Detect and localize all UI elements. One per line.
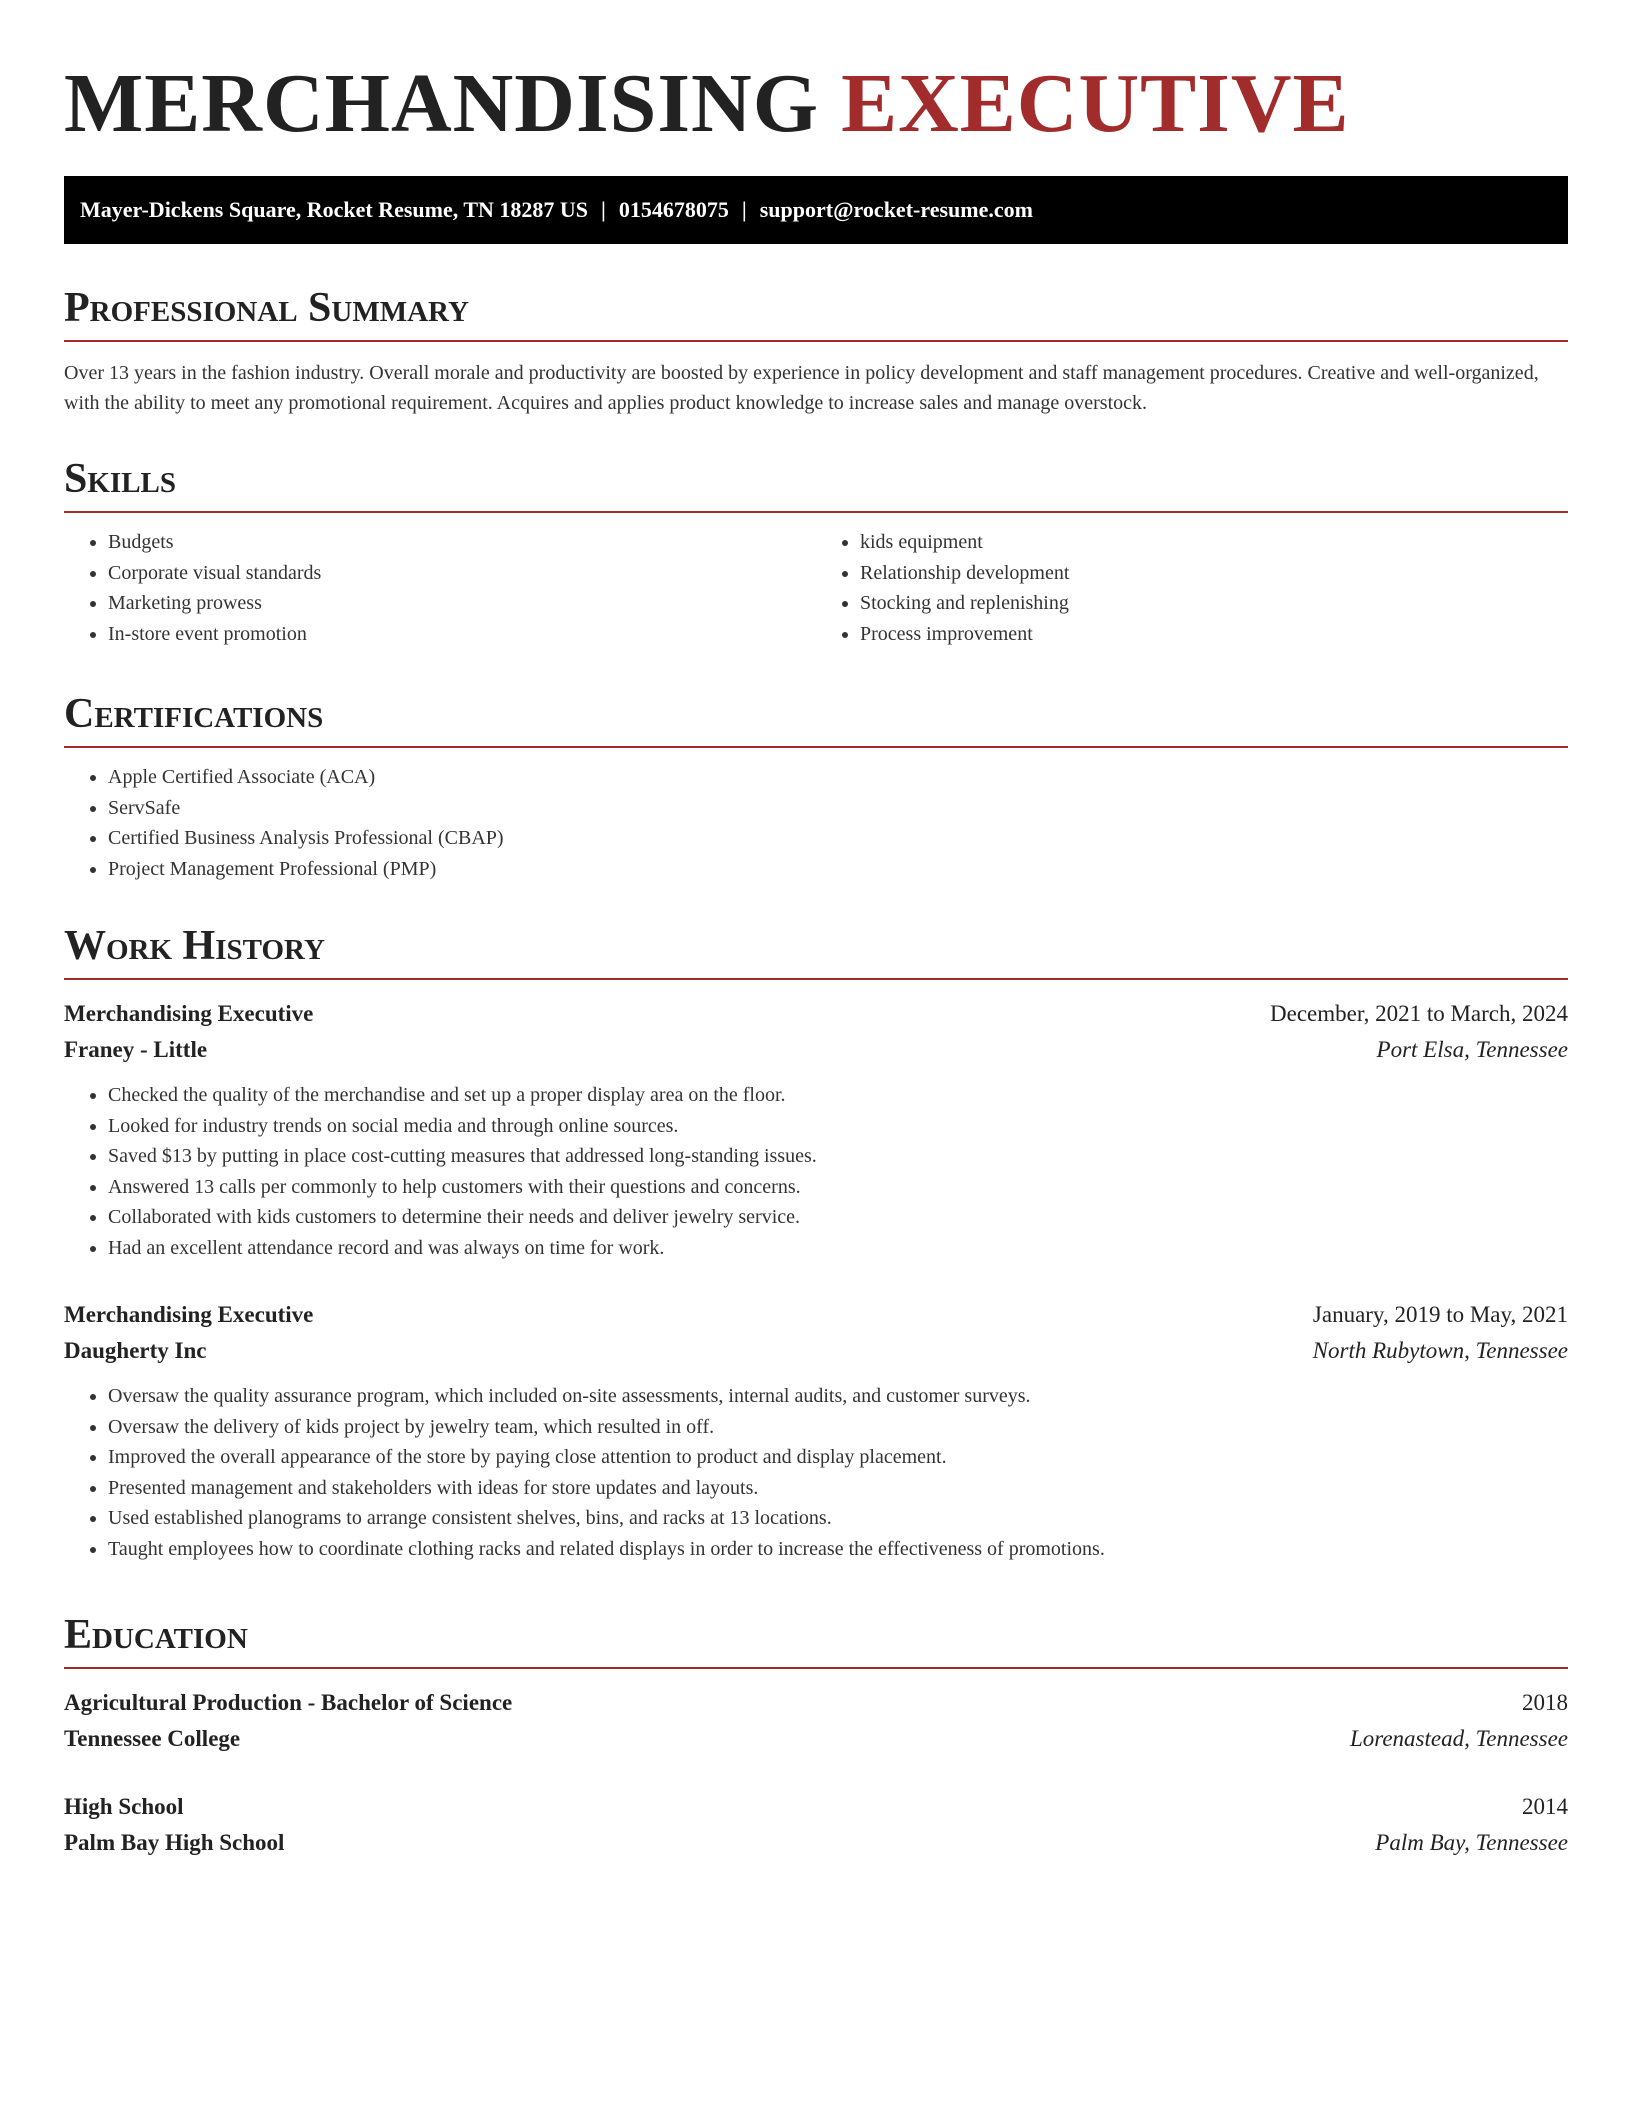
contact-separator: | [741, 197, 747, 222]
name-first: MERCHANDISING [64, 57, 820, 150]
job-dates: December, 2021 to March, 2024 [1270, 1001, 1568, 1026]
job-location: Port Elsa, Tennessee [1376, 1037, 1568, 1062]
certifications-heading: Certifications [64, 686, 1568, 748]
job-bullet: • Answered 13 calls per commonly to help customers with their questions and concerns. [108, 1172, 1568, 1203]
contact-bar [64, 176, 1568, 244]
job-bullet: • Oversaw the quality assurance program, which included on-site assessments, internal audits, and customer surveys. [108, 1381, 1568, 1412]
education-year: 2018 [1522, 1690, 1568, 1715]
name-last: EXECUTIVE [841, 57, 1350, 150]
education-section [64, 1607, 1568, 1861]
education-degree: High School [64, 1794, 184, 1819]
education-school: Palm Bay High School [64, 1830, 285, 1855]
job-bullet: • Improved the overall appearance of the store by paying close attention to product and display placement. [108, 1442, 1568, 1473]
contact-email[interactable]: support@rocket-resume.com [759, 197, 1033, 222]
skill-item: • Marketing prowess [108, 588, 816, 619]
job-bullet: • Presented management and stakeholders with ideas for store updates and layouts. [108, 1473, 1568, 1504]
job-entry [64, 996, 1568, 1263]
resume-page [64, 0, 1568, 1855]
job-entry [64, 1297, 1568, 1564]
job-company: Franey - Little [64, 1037, 208, 1062]
education-header-row [64, 1685, 1568, 1721]
education-entry [64, 1789, 1568, 1861]
education-location: Lorenastead, Tennessee [1349, 1726, 1568, 1751]
summary-section [64, 280, 1568, 418]
job-company: Daugherty Inc [64, 1338, 207, 1363]
job-bullet: • Used established planograms to arrange consistent shelves, bins, and racks at 13 locations. [108, 1503, 1568, 1534]
job-title: Merchandising Executive [64, 1001, 314, 1026]
skill-item: • Budgets [108, 527, 816, 558]
contact-phone[interactable]: 0154678075 [618, 197, 729, 222]
job-bullet: • Collaborated with kids customers to determine their needs and deliver jewelry service. [108, 1202, 1568, 1233]
resume-name [64, 0, 1568, 152]
education-location: Palm Bay, Tennessee [1375, 1830, 1568, 1855]
skills-list-right [816, 527, 1568, 649]
job-header-row [64, 1297, 1568, 1333]
skill-item: • Corporate visual standards [108, 558, 816, 589]
job-location: North Rubytown, Tennessee [1312, 1338, 1568, 1363]
job-company-row [64, 1032, 1568, 1068]
education-school-row [64, 1721, 1568, 1757]
work-history-heading: Work History [64, 918, 1568, 980]
job-bullet: • Taught employees how to coordinate clothing racks and related displays in order to increase the effectiveness of promotions. [108, 1534, 1568, 1565]
job-bullet: • Checked the quality of the merchandise and set up a proper display area on the floor. [108, 1080, 1568, 1111]
skills-list-left [64, 527, 816, 649]
education-degree: Agricultural Production - Bachelor of Science [64, 1690, 513, 1715]
job-bullet: • Had an excellent attendance record and was always on time for work. [108, 1233, 1568, 1264]
skill-item: • In-store event promotion [108, 619, 816, 650]
skills-grid [64, 513, 1568, 649]
certification-item: • Project Management Professional (PMP) [108, 854, 1568, 885]
job-dates: January, 2019 to May, 2021 [1312, 1302, 1568, 1327]
summary-text: Over 13 years in the fashion industry. Overall morale and productivity are boosted by experience in policy development and staff management procedures. Creative and well-organized, with the ability to meet any promotional requirement. Acquires and applies product knowledge to increase sales and manage overstock. [64, 362, 1539, 414]
certifications-list [64, 762, 1568, 884]
skills-heading: Skills [64, 451, 1568, 513]
job-bullets [64, 1080, 1568, 1263]
education-school: Tennessee College [64, 1726, 241, 1751]
skill-item: • Stocking and replenishing [860, 588, 1568, 619]
job-header-row [64, 996, 1568, 1032]
certification-item: • Apple Certified Associate (ACA) [108, 762, 1568, 793]
education-school-row [64, 1825, 1568, 1861]
education-year: 2014 [1522, 1794, 1568, 1819]
job-bullet: • Oversaw the delivery of kids project by jewelry team, which resulted in off. [108, 1412, 1568, 1443]
job-bullets [64, 1381, 1568, 1564]
contact-address: Mayer-Dickens Square, Rocket Resume, TN 18287 US [80, 197, 589, 222]
skills-section [64, 451, 1568, 649]
job-title: Merchandising Executive [64, 1302, 314, 1327]
education-entry [64, 1685, 1568, 1757]
certification-item: • ServSafe [108, 793, 1568, 824]
skill-item: • Process improvement [860, 619, 1568, 650]
summary-heading: Professional Summary [64, 280, 1568, 342]
education-header-row [64, 1789, 1568, 1825]
skill-item: • kids equipment [860, 527, 1568, 558]
education-heading: Education [64, 1607, 1568, 1669]
skill-item: • Relationship development [860, 558, 1568, 589]
certifications-section [64, 686, 1568, 884]
certification-item: • Certified Business Analysis Professional (CBAP) [108, 823, 1568, 854]
contact-separator: | [601, 197, 606, 222]
job-bullet: • Looked for industry trends on social media and through online sources. [108, 1111, 1568, 1142]
job-company-row [64, 1333, 1568, 1369]
work-history-section [64, 918, 1568, 1564]
job-bullet: • Saved $13 by putting in place cost-cutting measures that addressed long-standing issues. [108, 1141, 1568, 1172]
